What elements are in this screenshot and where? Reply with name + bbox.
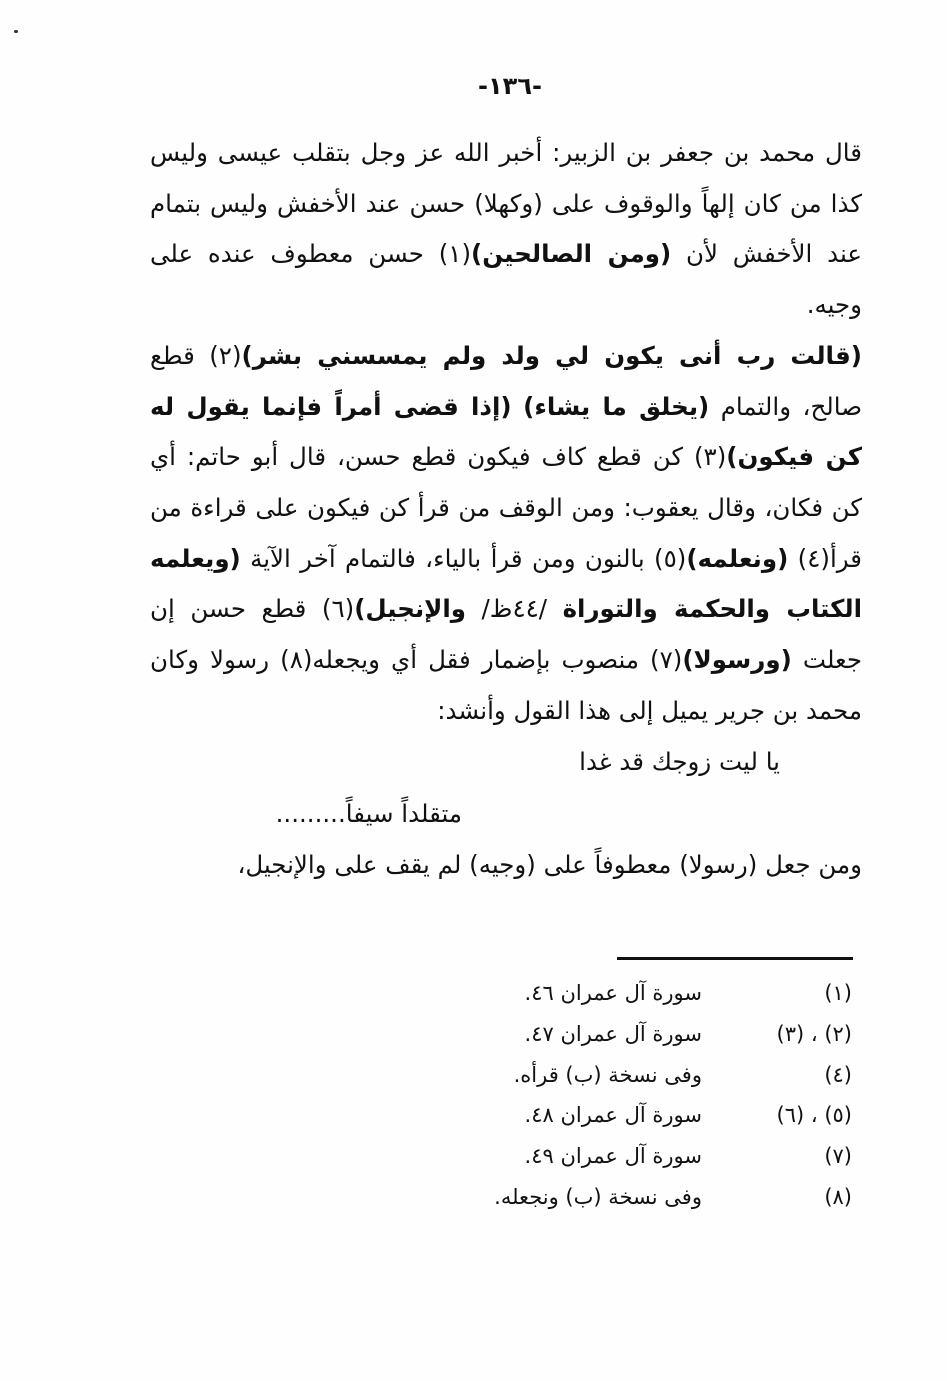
- poetry-verse-1: يا ليت زوجك قد غدا: [579, 747, 780, 777]
- footnote-separator: [617, 957, 853, 960]
- main-text: [150, 128, 862, 891]
- footnote-text: سورة آل عمران ٤٧.: [524, 1021, 702, 1046]
- quran-quote-2: (قالت رب أنى يكون لي ولد ولم يمسسني بشر): [241, 340, 862, 370]
- quran-quote-5: (ونعلمه): [686, 543, 789, 573]
- poetry-verse-2: متقلداً سيفاً.........: [275, 799, 462, 829]
- paragraph-2: [150, 331, 862, 737]
- footnote-item: [400, 1055, 852, 1096]
- footnote-text: سورة آل عمران ٤٦.: [524, 981, 702, 1005]
- footnote-number: (١): [824, 981, 852, 1005]
- paragraph-1-text-a: قال محمد بن جعفر بن الزبير: أخبر الله عز وجل بتقلب عيسى وليس كذا من كان إلهاً والوقوف على (وكهلا) حسن عند الأخفش وليس بتمام عند الأخفش لأن: [150, 138, 862, 269]
- quran-quote-1: (ومن الصالحين): [471, 239, 672, 269]
- quran-quote-6: (ويعلمه الكتاب والحكمة والتوراة: [150, 543, 862, 624]
- manuscript-folio-marker: /٤٤ظ/: [466, 594, 563, 624]
- footnotes: [400, 973, 852, 1218]
- footnote-text: سورة آل عمران ٤٩.: [524, 1144, 702, 1169]
- paragraph-1: [150, 128, 862, 331]
- paragraph-2-text-l: (٦) قطع حسن إن جعلت: [150, 594, 863, 675]
- footnote-number: (٥) ، (٦): [776, 1103, 852, 1128]
- footnote-item: [400, 1014, 852, 1055]
- paragraph-2-text-n: (٧) منصوب بإضمار فقل أي ويجعله(٨) رسولا وكان محمد بن جرير يميل إلى هذا القول وأنشد:: [150, 645, 862, 725]
- paragraph-2-text-b: (٢) قطع صالح، والتمام: [150, 340, 863, 421]
- paragraph-3: ومن جعل (رسولا) معطوفاً على (وجيه) لم يقف على والإنجيل،: [237, 850, 862, 880]
- scan-speck: [14, 30, 18, 33]
- footnote-number: (٨): [824, 1184, 852, 1209]
- paragraph-2-text-f: (٣) كن قطع كاف فيكون قطع حسن، قال أبو حاتم: أي كن فكان، وقال يعقوب: ومن الوقف من قرأ كن فيكون على قراءة من قرأ(٤): [150, 442, 862, 573]
- quran-quote-6-end: والإنجيل): [354, 594, 467, 624]
- quran-quote-7: (ورسولا): [682, 645, 792, 675]
- quran-quote-3: (يخلق ما يشاء): [523, 391, 710, 421]
- quran-quote-4: (إذا قضى أمراً فإنما يقول له كن فيكون): [150, 391, 862, 472]
- paragraph-2-text-h: (٥) بالنون ومن قرأ بالياء، فالتمام آخر الآية: [240, 543, 687, 573]
- footnote-number: (٤): [824, 1062, 852, 1087]
- paragraph-1-text-c: (١) حسن معطوف عنده على وجيه.: [150, 239, 862, 320]
- footnote-text: سورة آل عمران ٤٨.: [524, 1103, 702, 1128]
- paragraph-2-text-d: [512, 392, 524, 421]
- footnote-number: (٧): [824, 1144, 852, 1169]
- footnote-item: [400, 1136, 852, 1177]
- footnote-text: وفى نسخة (ب) ونجعله.: [494, 1184, 702, 1209]
- footnote-item: [400, 1095, 852, 1136]
- footnote-text: وفى نسخة (ب) قرأه.: [513, 1062, 702, 1087]
- footnote-number: (٢) ، (٣): [776, 1021, 852, 1046]
- footnote-item: [400, 1177, 852, 1218]
- footnote-item: [400, 973, 852, 1014]
- page-number: -١٣٦-: [478, 72, 542, 100]
